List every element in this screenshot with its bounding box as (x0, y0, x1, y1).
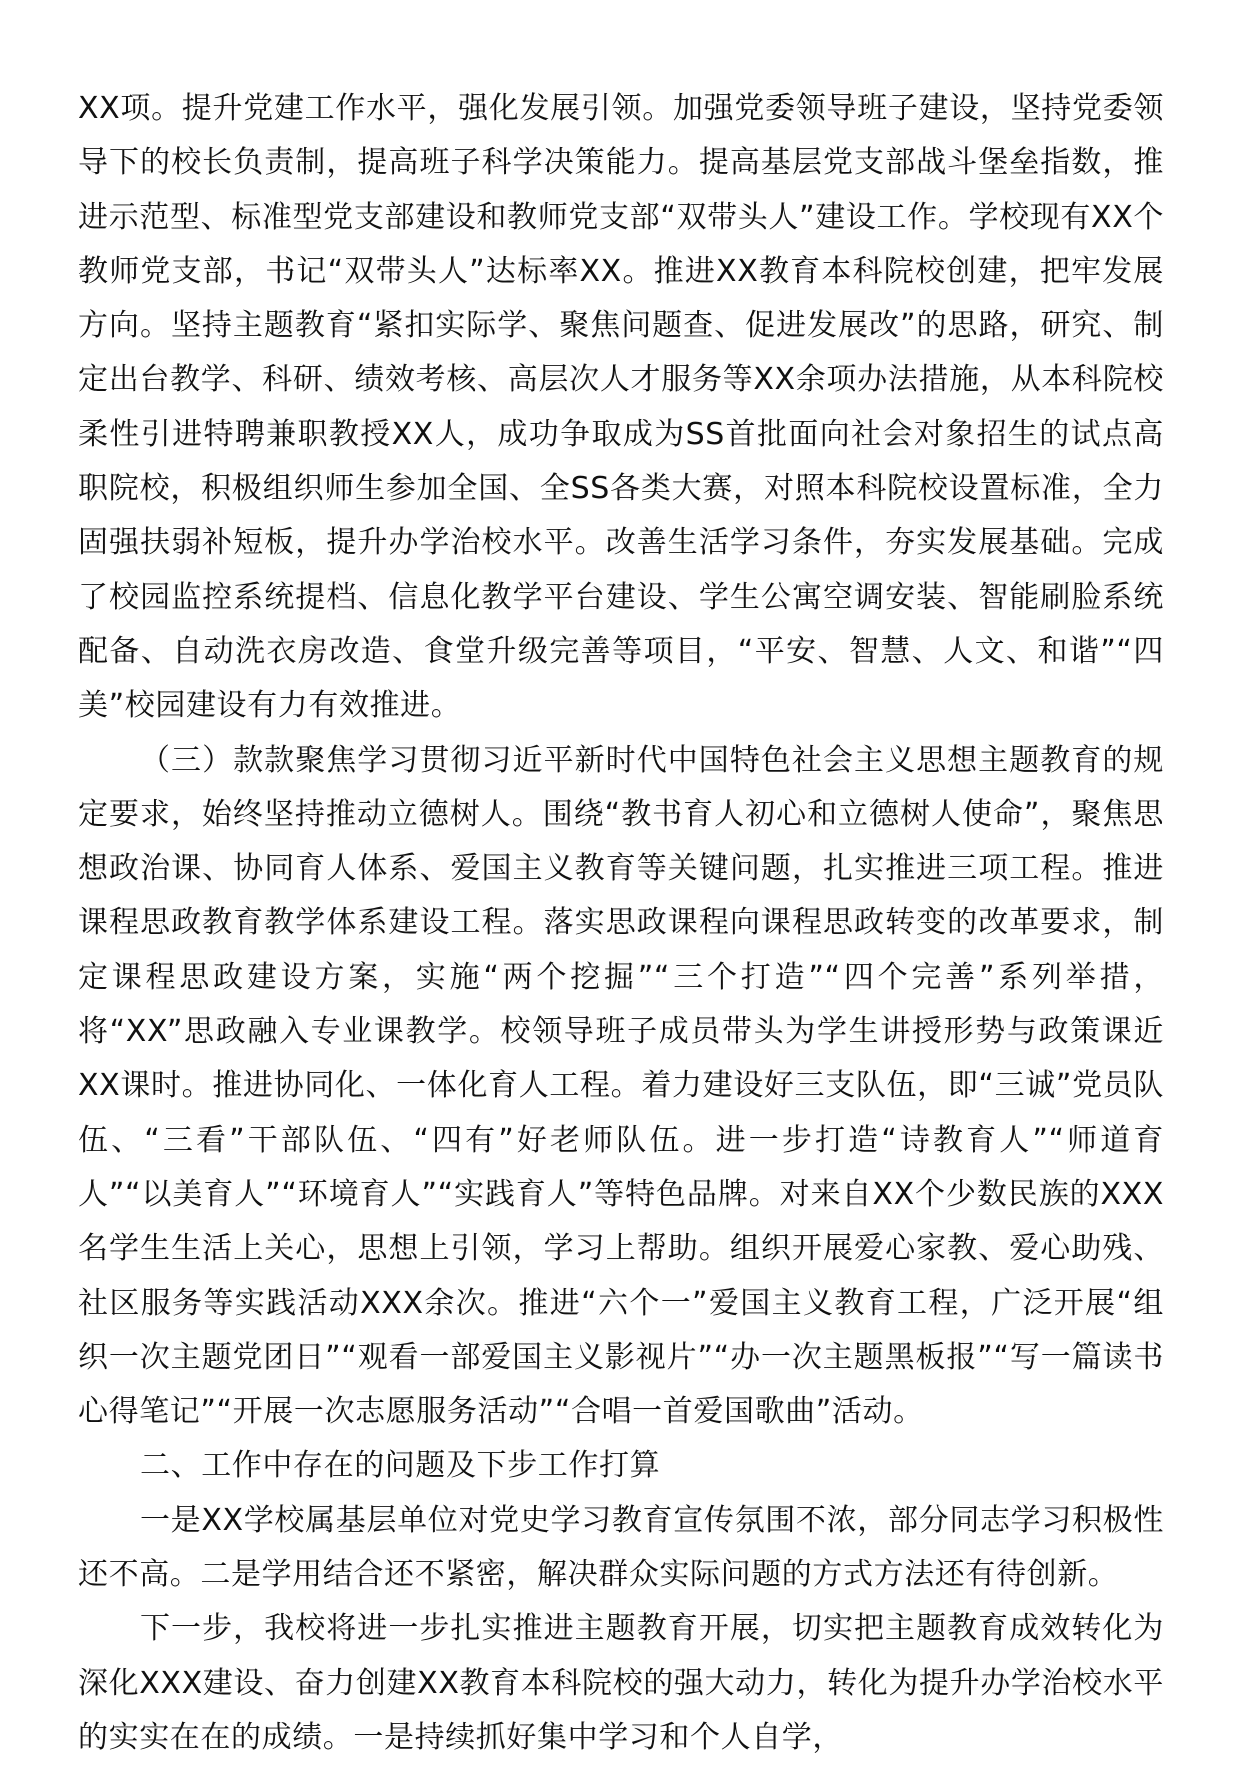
body-paragraph-1: XX项。提升党建工作水平，强化发展引领。加强党委领导班子建设，坚持党委领导下的校长负责制，提高班子科学决策能力。提高基层党支部战斗堡垒指数，推进示范型、标准型党支部建设和教师党支部“双带头人”建设工作。学校现有XX个教师党支部，书记“双带头人”达标率XX。推进XX教育本科院校创建，把牢发展方向。坚持主题教育“紧扣实际学、聚焦问题查、促进发展改”的思路，研究、制定出台教学、科研、绩效考核、高层次人才服务等XX余项办法措施，从本科院校柔性引进特聘兼职教授XX人，成功争取成为SS首批面向社会对象招生的试点高职院校，积极组织师生参加全国、全SS各类大赛，对照本科院校设置标准，全力固强扶弱补短板，提升办学治校水平。改善生活学习条件，夯实发展基础。完成了校园监控系统提档、信息化教学平台建设、学生公寓空调安装、智能刷脸系统配备、自动洗衣房改造、食堂升级完善等项目，“平安、智慧、人文、和谐”“四美”校园建设有力有效推进。 (78, 91, 1164, 724)
body-paragraph-3: 一是XX学校属基层单位对党史学习教育宣传氛围不浓，部分同志学习积极性还不高。二是学用结合还不紧密，解决群众实际问题的方式方法还有待创新。 (78, 1502, 1164, 1593)
document-page (78, 82, 1164, 1765)
body-paragraph-4: 下一步，我校将进一步扎实推进主题教育开展，切实把主题教育成效转化为深化XXX建设、奋力创建XX教育本科院校的强大动力，转化为提升办学治校水平的实实在在的成绩。一是持续抓好集中学习和个人自学， (78, 1611, 1164, 1755)
section-heading: 二、工作中存在的问题及下步工作打算 (140, 1448, 661, 1484)
body-paragraph-2: （三）款款聚焦学习贯彻习近平新时代中国特色社会主义思想主题教育的规定要求，始终坚持推动立德树人。围绕“教书育人初心和立德树人使命”，聚焦思想政治课、协同育人体系、爱国主义教育等关键问题，扎实推进三项工程。推进课程思政教育教学体系建设工程。落实思政课程向课程思政转变的改革要求，制定课程思政建设方案，实施“两个挖掘”“三个打造”“四个完善”系列举措，将“XX”思政融入专业课教学。校领导班子成员带头为学生讲授形势与政策课近XX课时。推进协同化、一体化育人工程。着力建设好三支队伍，即“三诚”党员队伍、“三看”干部队伍、“四有”好老师队伍。进一步打造“诗教育人”“师道育人”“以美育人”“环境育人”“实践育人”等特色品牌。对来自XX个少数民族的XXX名学生生活上关心，思想上引领，学习上帮助。组织开展爱心家教、爱心助残、社区服务等实践活动XXX余次。推进“六个一”爱国主义教育工程，广泛开展“组织一次主题党团日”“观看一部爱国主义影视片”“办一次主题黑板报”“写一篇读书心得笔记”“开展一次志愿服务活动”“合唱一首爱国歌曲”活动。 (78, 742, 1164, 1430)
